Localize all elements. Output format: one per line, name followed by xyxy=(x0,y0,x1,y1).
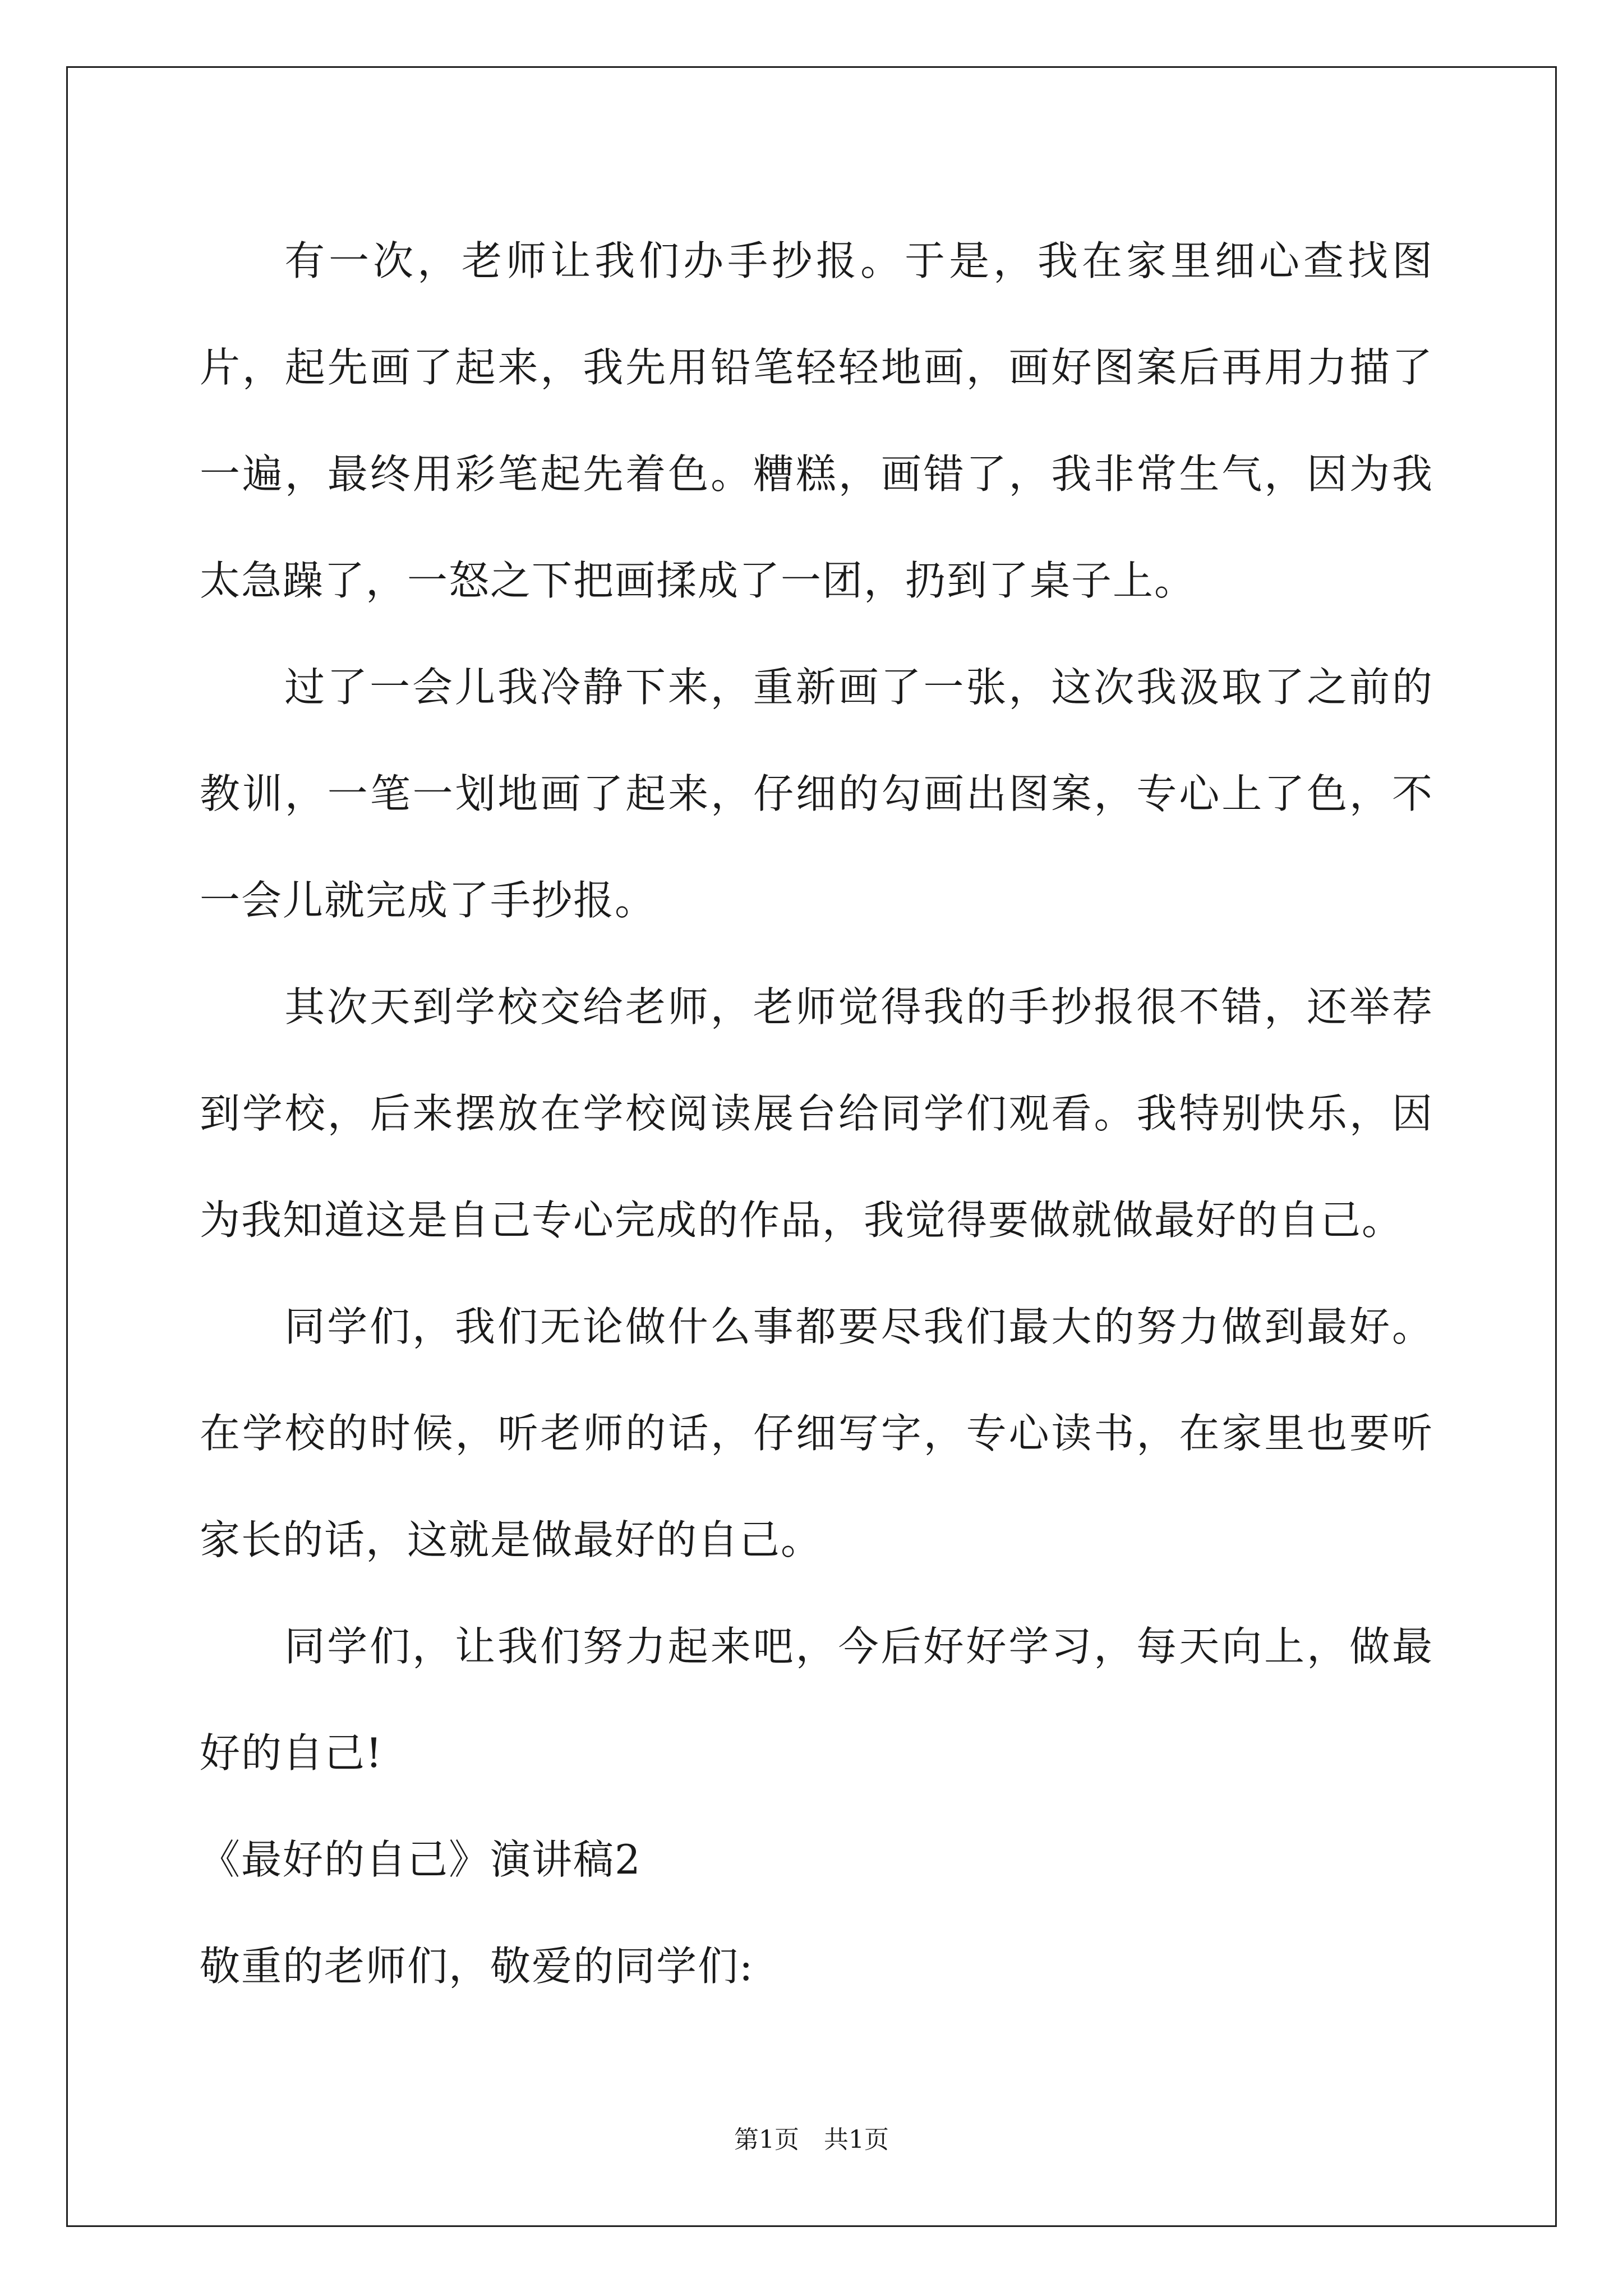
salutation: 敬重的老师们，敬爱的同学们: xyxy=(200,1943,754,1990)
page-footer: 第1页 共1页 xyxy=(734,2125,889,2154)
paragraph-4: 同学们，我们无论做什么事都要尽我们最大的努力做到最好。在学校的时候，听老师的话，仔细写字，专心读书，在家里也要听家长的话，这就是做最好的自己。 xyxy=(200,1303,1433,1563)
paragraph-5: 同学们，让我们努力起来吧，今后好好学习，每天向上，做最好的自己! xyxy=(200,1623,1433,1777)
speech-title: 《最好的自己》演讲稿2 xyxy=(200,1836,642,1883)
document-body xyxy=(200,208,1433,2019)
paragraph-1: 有一次，老师让我们办手抄报。于是，我在家里细心查找图片，起先画了起来，我先用铅笔轻轻地画，画好图案后再用力描了一遍，最终用彩笔起先着色。糟糕，画错了，我非常生气，因为我太急躁了，一怒之下把画揉成了一团，扔到了桌子上。 xyxy=(200,237,1433,604)
paragraph-3: 其次天到学校交给老师，老师觉得我的手抄报很不错，还举荐到学校，后来摆放在学校阅读展台给同学们观看。我特别快乐，因为我知道这是自己专心完成的作品，我觉得要做就做最好的自己。 xyxy=(200,983,1433,1244)
paragraph-2: 过了一会儿我冷静下来，重新画了一张，这次我汲取了之前的教训，一笔一划地画了起来，仔细的勾画出图案，专心上了色，不一会儿就完成了手抄报。 xyxy=(200,664,1433,924)
